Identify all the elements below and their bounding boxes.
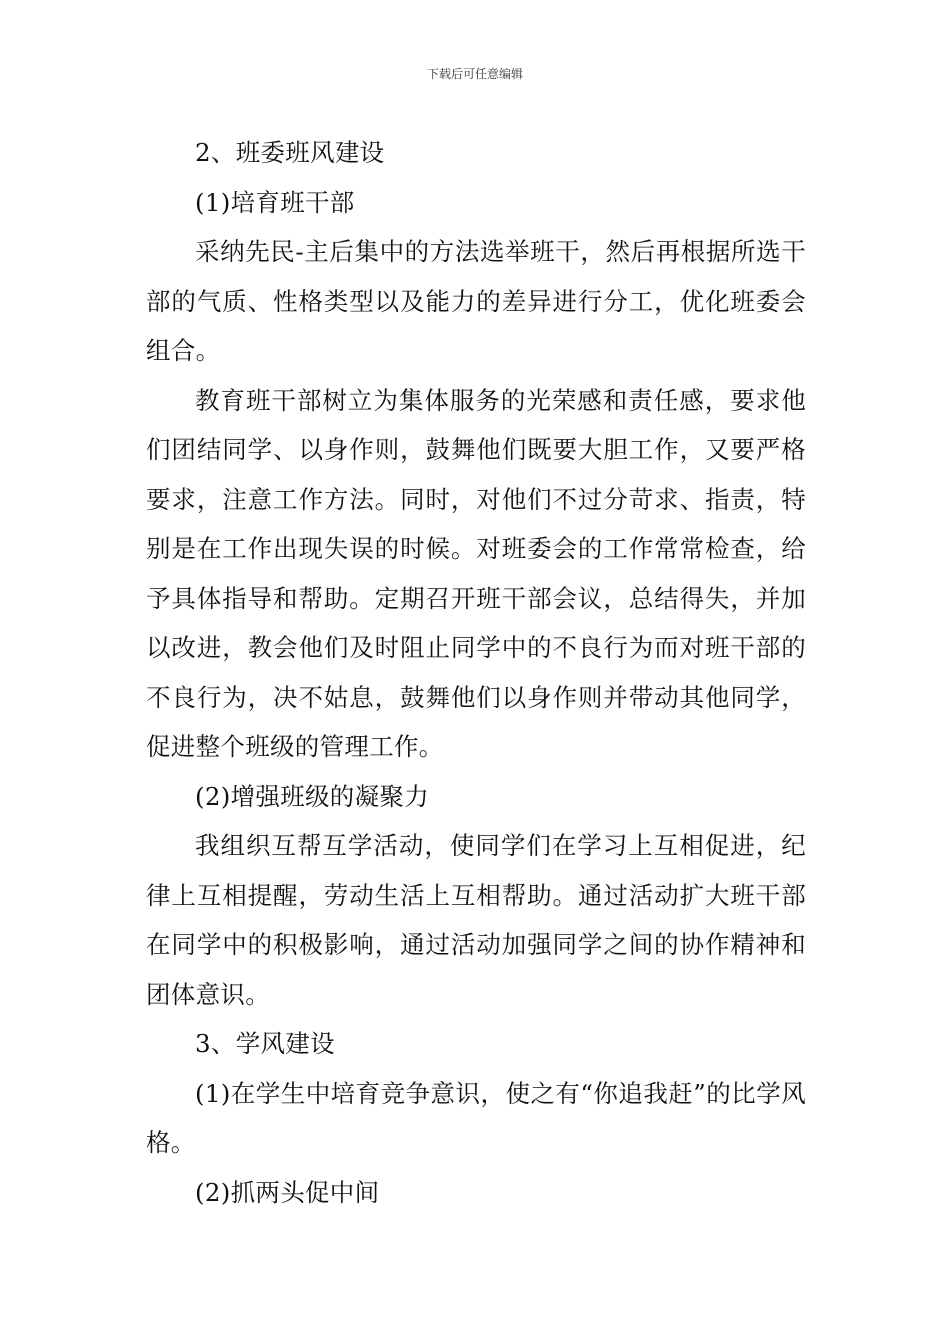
subheading-cohesion: (2)增强班级的凝聚力 <box>195 781 430 811</box>
paragraph-competition: (1)在学生中培育竞争意识，使之有“你追我赶”的比学风格。 <box>146 1078 806 1157</box>
section-heading-study-style: 3、学风建设 <box>195 1029 335 1058</box>
paragraph-election-method: 采纳先民-主后集中的方法选举班干，然后再根据所选干部的气质、性格类型以及能力的差异进行分工，优化班委会组合。 <box>146 237 806 365</box>
section-heading-class-committee: 2、班委班风建设 <box>195 138 385 167</box>
paragraph-cadre-education: 教育班干部树立为集体服务的光荣感和责任感，要求他们团结同学、以身作则，鼓舞他们既要大胆工作，又要严格要求，注意工作方法。同时，对他们不过分苛求、指责，特别是在工作出现失误的时候。对班委会的工作常常检查，给予具体指导和帮助。定期召开班干部会议，总结得失，并加以改进，教会他们及时阻止同学中的不良行为而对班干部的不良行为，决不姑息，鼓舞他们以身作则并带动其他同学，促进整个班级的管理工作。 <box>146 385 806 761</box>
paragraph-both-ends: (2)抓两头促中间 <box>195 1177 380 1207</box>
document-body <box>146 128 806 1217</box>
paragraph-mutual-help: 我组织互帮互学活动，使同学们在学习上互相促进，纪律上互相提醒，劳动生活上互相帮助。通过活动扩大班干部在同学中的积极影响，通过活动加强同学之间的协作精神和团体意识。 <box>146 831 806 1009</box>
subheading-train-cadres: (1)培育班干部 <box>195 187 355 217</box>
page-header-note: 下载后可任意编辑 <box>426 67 523 81</box>
